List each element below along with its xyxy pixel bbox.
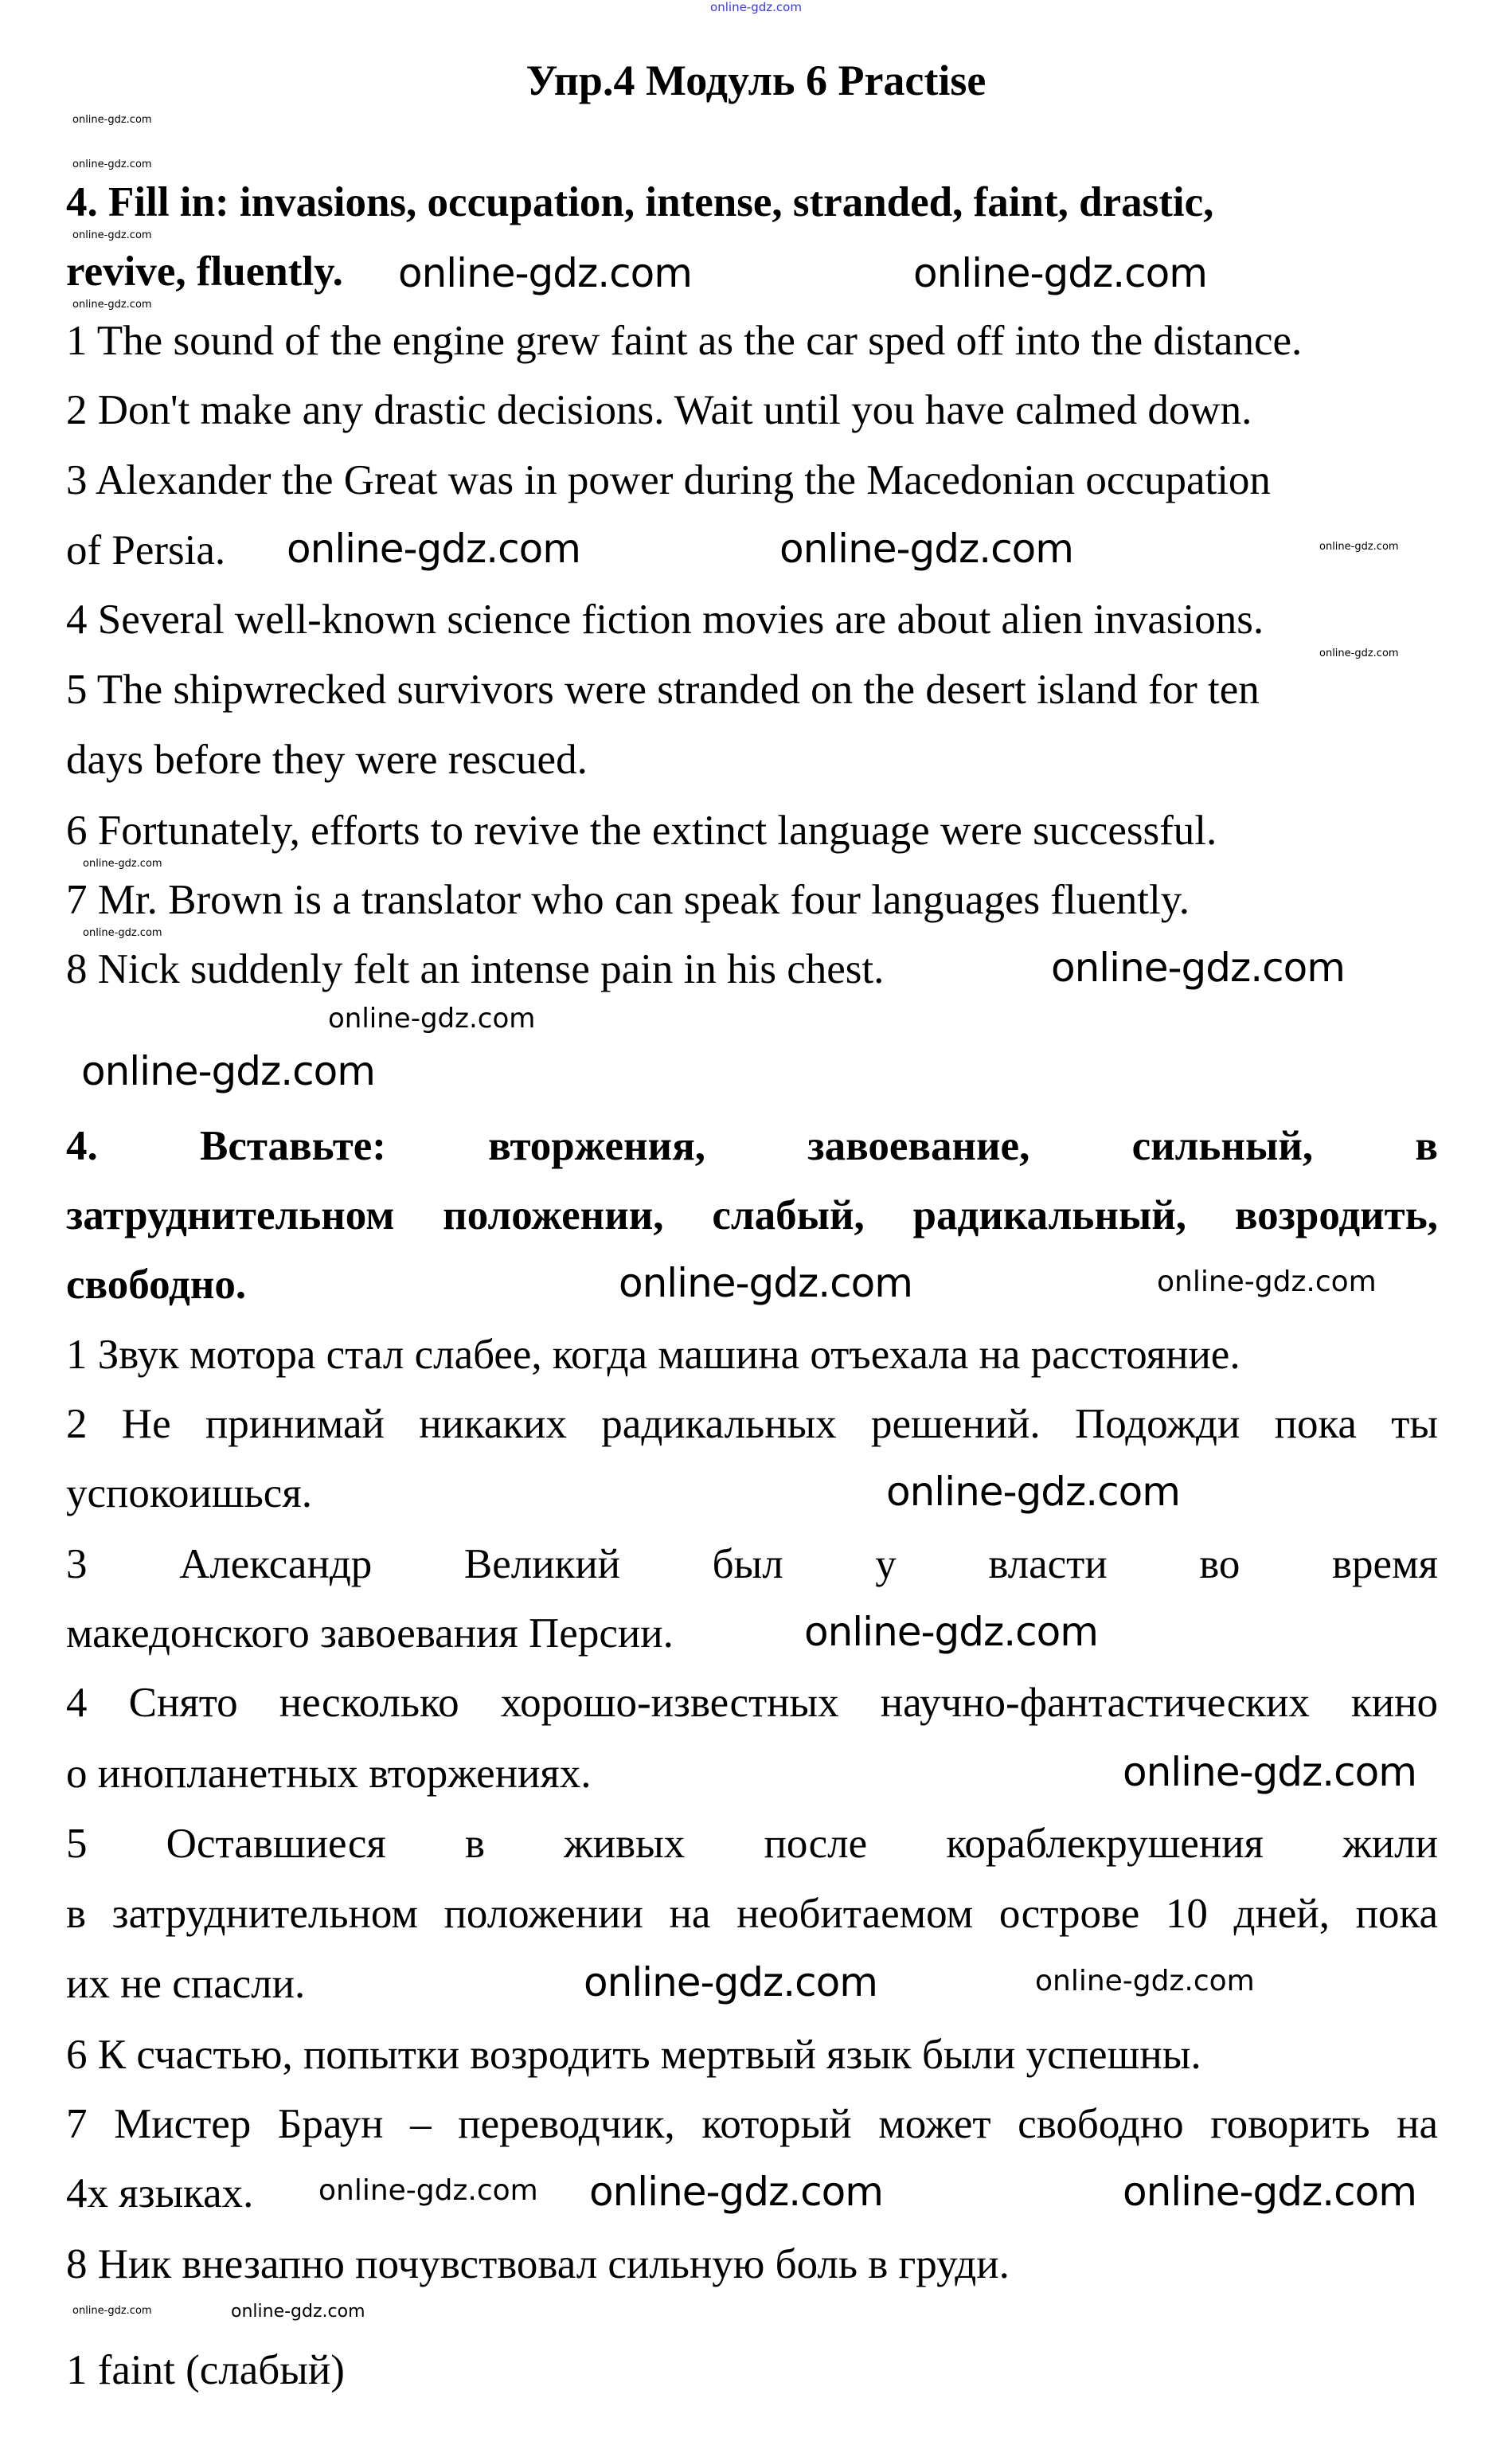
sentence-line: 2 Не принимай никаких радикальных решений. Подожди пока ты xyxy=(66,1401,1438,1447)
sentence-line: 4 Снято несколько хорошо-известных научно-фантастических кино xyxy=(66,1680,1438,1726)
watermark: online-gdz.com xyxy=(318,2174,538,2207)
watermark: online-gdz.com xyxy=(1123,2169,1416,2215)
sentence-line: 7 Мистер Браун – переводчик, который может свободно говорить на xyxy=(66,2101,1438,2147)
watermark: online-gdz.com xyxy=(1051,945,1345,991)
exercise-heading-ru: 4. Вставьте: вторжения, завоевание, сильный, в xyxy=(66,1123,1438,1169)
sentence-line: 6 К счастью, попытки возродить мертвый язык были успешны. xyxy=(66,2032,1201,2078)
sentence-line: 8 Nick suddenly felt an intense pain in his chest. xyxy=(66,946,885,992)
watermark: online-gdz.com xyxy=(398,250,692,296)
sentence-line: 8 Ник внезапно почувствовал сильную боль в груди. xyxy=(66,2241,1010,2287)
sentence-line: of Persia. xyxy=(66,527,226,573)
sentence-line: успокоишься. xyxy=(66,1470,312,1516)
watermark: online-gdz.com xyxy=(83,858,162,870)
watermark: online-gdz.com xyxy=(231,2302,365,2322)
exercise-heading-ru: свободно. xyxy=(66,1262,247,1308)
watermark: online-gdz.com xyxy=(619,1260,912,1306)
sentence-line: 4 Several well-known science fiction movies are about alien invasions. xyxy=(66,597,1264,643)
watermark: online-gdz.com xyxy=(804,1609,1098,1655)
sentence-line: 6 Fortunately, efforts to revive the extinct language were successful. xyxy=(66,808,1217,854)
exercise-heading-en: revive, fluently. xyxy=(66,248,343,295)
sentence-line: 3 Александр Великий был у власти во время xyxy=(66,1541,1438,1587)
sentence-line: 2 Don't make any drastic decisions. Wait until you have calmed down. xyxy=(66,387,1252,433)
sentence-line: в затруднительном положении на необитаемом острове 10 дней, пока xyxy=(66,1891,1438,1937)
watermark: online-gdz.com xyxy=(72,158,152,170)
exercise-heading-ru: затруднительном положении, слабый, радикальный, возродить, xyxy=(66,1192,1438,1238)
watermark: online-gdz.com xyxy=(584,1959,877,2005)
watermark: online-gdz.com xyxy=(886,1469,1180,1515)
watermark: online-gdz.com xyxy=(72,114,152,126)
watermark: online-gdz.com xyxy=(81,1048,375,1094)
sentence-line: македонского завоевания Персии. xyxy=(66,1610,674,1657)
watermark: online-gdz.com xyxy=(72,299,152,311)
sentence-line: 1 The sound of the engine grew faint as the car sped off into the distance. xyxy=(66,318,1303,364)
exercise-heading-en: 4. Fill in: invasions, occupation, intense, stranded, faint, drastic, xyxy=(66,179,1214,225)
watermark: online-gdz.com xyxy=(72,2305,152,2317)
watermark: online-gdz.com xyxy=(287,526,580,572)
sentence-line: 7 Mr. Brown is a translator who can speak four languages fluently. xyxy=(66,877,1190,923)
sentence-line: 5 The shipwrecked survivors were stranded on the desert island for ten xyxy=(66,667,1260,713)
watermark: online-gdz.com xyxy=(72,229,152,241)
watermark: online-gdz.com xyxy=(913,250,1207,296)
sentence-line: 4х языках. xyxy=(66,2170,254,2216)
watermark: online-gdz.com xyxy=(779,526,1073,572)
watermark: online-gdz.com xyxy=(328,1003,536,1035)
sentence-line: о инопланетных вторжениях. xyxy=(66,1751,592,1797)
answer-line: 1 faint (слабый) xyxy=(66,2347,345,2393)
watermark: online-gdz.com xyxy=(1157,1266,1377,1298)
sentence-line: 3 Alexander the Great was in power during the Macedonian occupation xyxy=(66,457,1271,503)
watermark: online-gdz.com xyxy=(1319,541,1399,553)
watermark: online-gdz.com xyxy=(1123,1749,1416,1795)
watermark: online-gdz.com xyxy=(589,2169,883,2215)
watermark: online-gdz.com xyxy=(83,927,162,939)
watermark: online-gdz.com xyxy=(710,0,802,14)
sentence-line: days before they were rescued. xyxy=(66,737,588,783)
watermark: online-gdz.com xyxy=(1035,1965,1255,1997)
sentence-line: 1 Звук мотора стал слабее, когда машина отъехала на расстояние. xyxy=(66,1332,1240,1378)
sentence-line: их не спасли. xyxy=(66,1961,306,2007)
page-title: Упр.4 Модуль 6 Practise xyxy=(525,57,987,104)
watermark: online-gdz.com xyxy=(1319,647,1399,659)
sentence-line: 5 Оставшиеся в живых после кораблекрушения жили xyxy=(66,1821,1438,1867)
